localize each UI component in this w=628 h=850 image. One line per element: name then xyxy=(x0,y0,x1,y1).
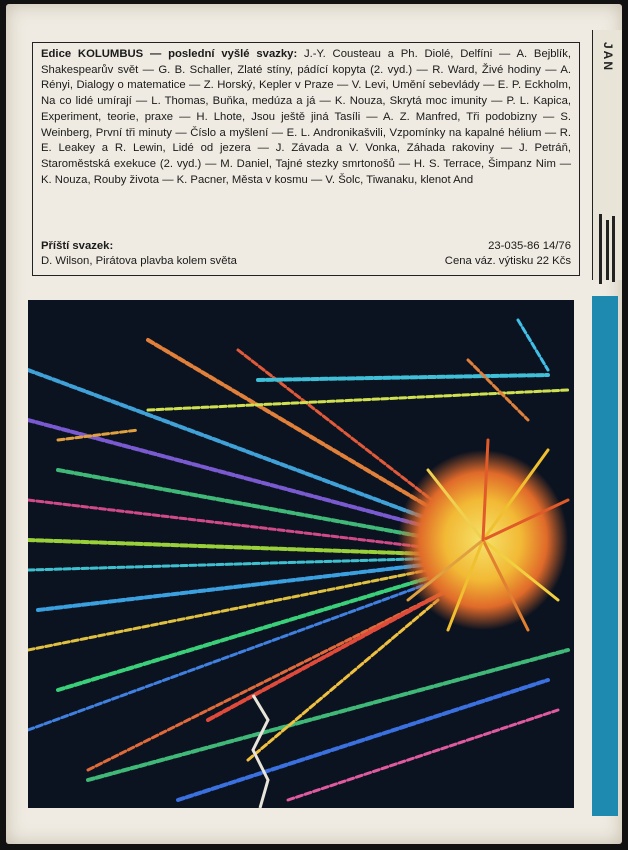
next-volume-title: D. Wilson, Pirátova plavba kolem světa xyxy=(41,255,237,267)
book-spine xyxy=(592,30,622,280)
particle-tracks-photo xyxy=(28,300,574,808)
catalog-code: 23-035-86 14/76 xyxy=(488,240,571,252)
series-volume-list: J.-Y. Cousteau a Ph. Diolé, Delfíni — A. Bejblík, Shakespearův svět — G. B. Schaller, Zlaté stíny, pádící kopyta (2. vyd.) — R. Ward, Živé hodiny — A. Rényi, Dialogy o matematice — Z. Horský, Kepler v Praze — V. Levi, Umění sebevlády — E. P. Eckholm, Na co lidé umírají — L. Thomas, Buňka, medúza a já — K. Nouza, Skrytá moc imunity — P. L. Kapica, Experiment, teorie, praxe — H. Lhote, Jsou ještě jiná Tasíli — A. Z. Manfred, Tři podobizny — S. Weinberg, První tři minuty — Číslo a myšlení — E. L. Andronikašvili, Vzpomínky na kapalné hélium — R. E. Leakey a R. Lewin, Lidé od jezera — J. Závada a V. Vonka, Záhada rakoviny — J. Petráň, Staroměstská exekuce (2. vyd.) — M. Daniel, Tajné stezky smrtonošů — H. S. Terrace, Šimpanz Nim — K. Nouza, Rouby života — K. Pacner, Města v kosmu — V. Šolc, Tiwanaku, klenot And xyxy=(41,48,571,186)
particle-tracks-image xyxy=(28,300,574,808)
spine-author: JAN xyxy=(601,42,615,73)
next-volume-block xyxy=(41,239,571,267)
spine-title-lettering xyxy=(595,210,619,290)
series-label: Edice KOLUMBUS xyxy=(41,48,144,60)
spine-blue-strip xyxy=(592,296,618,816)
series-info-box xyxy=(32,42,580,276)
next-volume-label: Příští svazek: xyxy=(41,240,114,252)
series-paragraph xyxy=(41,47,571,188)
price-label: Cena váz. výtisku 22 Kčs xyxy=(444,255,571,267)
series-intro: — poslední vyšlé svazky: xyxy=(143,48,298,60)
